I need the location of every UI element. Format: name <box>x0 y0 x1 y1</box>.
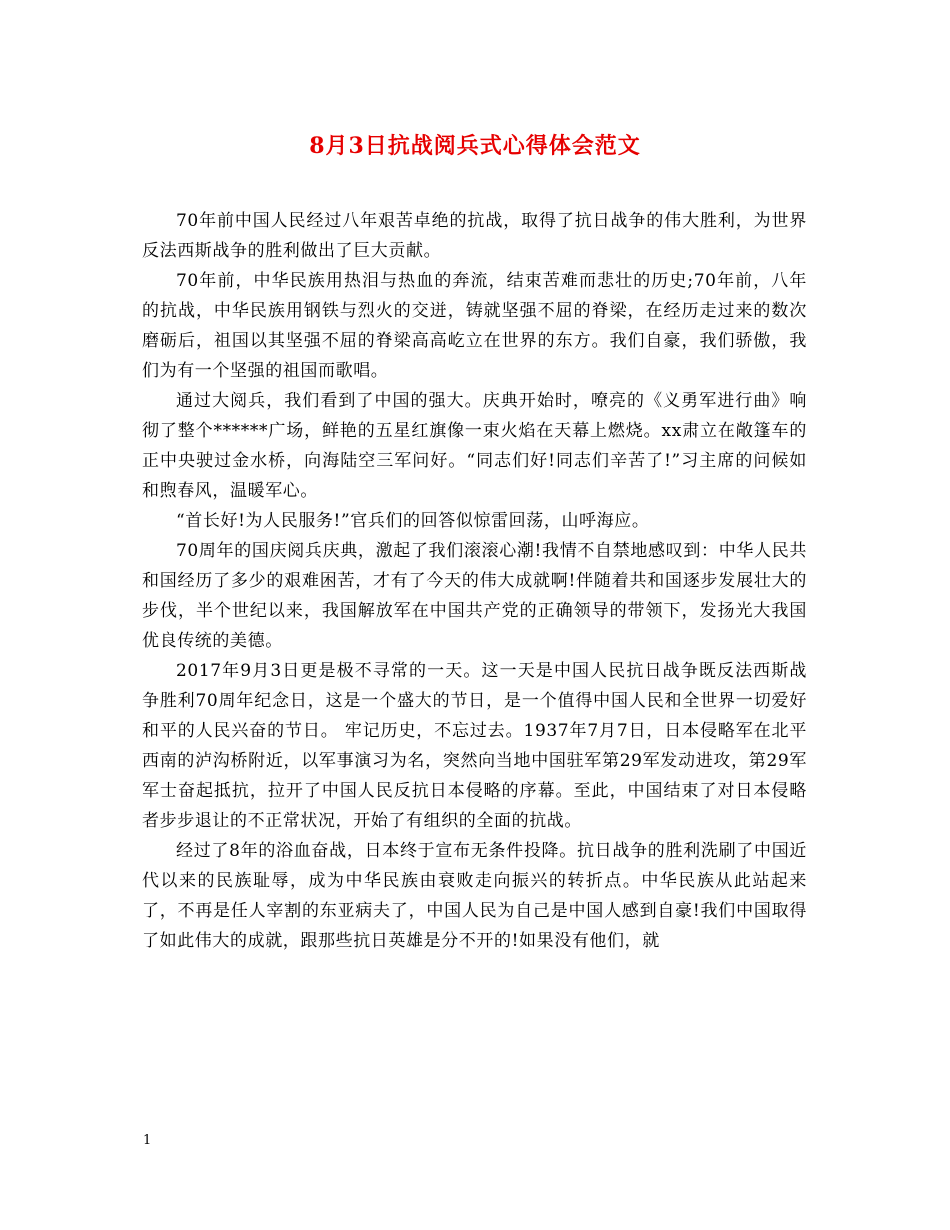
paragraph-3: 通过大阅兵，我们看到了中国的强大。庆典开始时，嘹亮的《义勇军进行曲》响彻了整个******广场，鲜艳的五星红旗像一束火焰在天幕上燃烧。xx肃立在敞篷车的正中央驶过金水桥，向海陆空三军问好。“同志们好!同志们辛苦了!”习主席的问候如和煦春风，温暖军心。 <box>142 391 807 501</box>
document-body <box>142 206 807 956</box>
paragraph-6: 2017年9月3日更是极不寻常的一天。这一天是中国人民抗日战争既反法西斯战争胜利70周年纪念日，这是一个盛大的节日，是一个值得中国人民和全世界一切爱好和平的人民兴奋的节日。 牢记历史，不忘过去。1937年7月7日，日本侵略军在北平西南的泸沟桥附近，以军事演习为名，突然向当地中国驻军第29军发动进攻，第29军军士奋起抵抗，拉开了中国人民反抗日本侵略的序幕。至此，中国结束了对日本侵略者步步退让的不正常状况，开始了有组织的全面的抗战。 <box>142 661 807 831</box>
page-number: 1 <box>143 1133 152 1148</box>
paragraph-4: “首长好!为人民服务!”官兵们的回答似惊雷回荡，山呼海应。 <box>176 511 650 531</box>
document-title: 8月3日抗战阅兵式心得体会范文 <box>309 133 641 159</box>
paragraph-2: 70年前，中华民族用热泪与热血的奔流，结束苦难而悲壮的历史;70年前，八年的抗战，中华民族用钢铁与烈火的交迸，铸就坚强不屈的脊梁，在经历走过来的数次磨砺后，祖国以其坚强不屈的脊梁高高屹立在世界的东方。我们自豪，我们骄傲，我们为有一个坚强的祖国而歌唱。 <box>142 271 807 381</box>
paragraph-5: 70周年的国庆阅兵庆典，激起了我们滚滚心潮!我情不自禁地感叹到：中华人民共和国经历了多少的艰难困苦，才有了今天的伟大成就啊!伴随着共和国逐步发展壮大的步伐，半个世纪以来，我国解放军在中国共产党的正确领导的带领下，发扬光大我国优良传统的美德。 <box>142 541 807 651</box>
paragraph-7: 经过了8年的浴血奋战，日本终于宣布无条件投降。抗日战争的胜利洗刷了中国近代以来的民族耻辱，成为中华民族由衰败走向振兴的转折点。中华民族从此站起来了，不再是任人宰割的东亚病夫了，中国人民为自己是中国人感到自豪!我们中国取得了如此伟大的成就，跟那些抗日英雄是分不开的!如果没有他们，就 <box>142 841 807 951</box>
paragraph-1: 70年前中国人民经过八年艰苦卓绝的抗战，取得了抗日战争的伟大胜利，为世界反法西斯战争的胜利做出了巨大贡献。 <box>142 211 807 261</box>
